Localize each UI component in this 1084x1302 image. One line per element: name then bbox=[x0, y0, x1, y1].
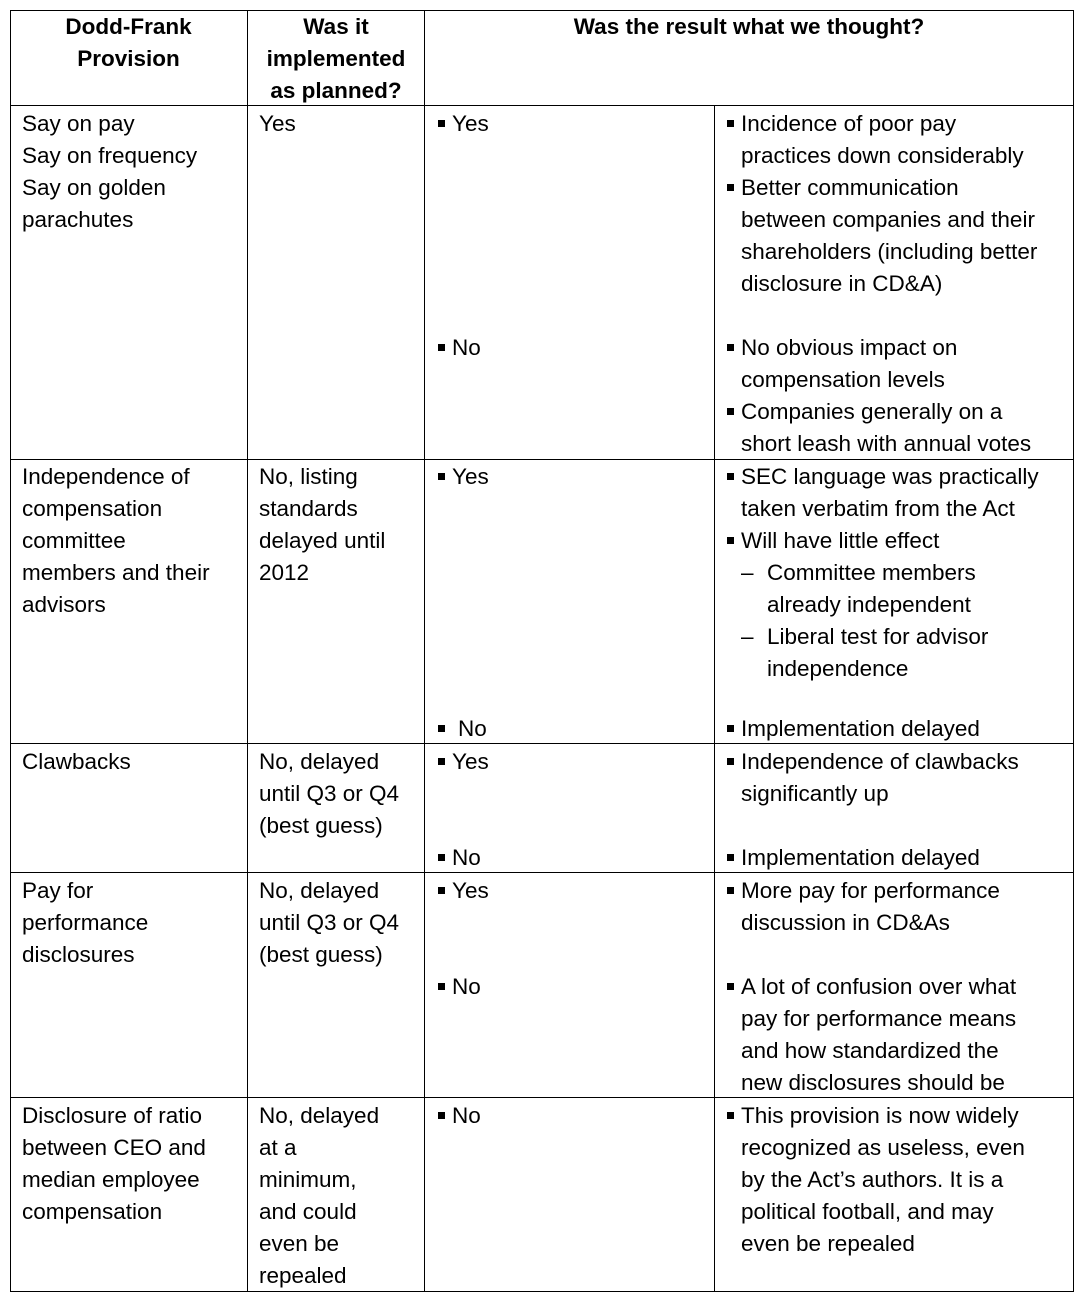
no-points: This provision is now widely recognized as useless, even by the Act’s authors. It is a political football, and may even be repealed bbox=[727, 1100, 1072, 1260]
table-border-bottom bbox=[10, 1291, 1074, 1292]
bullet-point: Implementation delayed bbox=[727, 713, 1072, 745]
column-divider bbox=[424, 10, 425, 1292]
no-points: A lot of confusion over what pay for performance means and how standardized the new disclosures should be bbox=[727, 971, 1072, 1099]
bullet-point: Incidence of poor pay bbox=[727, 108, 1072, 140]
row-clawbacks-implemented: No, delayed until Q3 or Q4 (best guess) bbox=[259, 749, 400, 838]
sub-point: – Liberal test for advisor bbox=[727, 621, 1072, 653]
row-ceo-pay-ratio-implemented: No, delayed at a minimum, and could even be repealed bbox=[259, 1103, 380, 1288]
row-independence-implemented: No, listing standards delayed until 2012 bbox=[259, 464, 386, 585]
bullet-point: Will have little effect bbox=[727, 525, 1072, 557]
yes-points: SEC language was practically taken verbatim from the Act Will have little effect – Committee members already independent – Liberal test for advisor independence bbox=[727, 461, 1072, 685]
column-divider bbox=[247, 10, 248, 1292]
no-label: No bbox=[438, 842, 481, 874]
bullet-point: SEC language was practically bbox=[727, 461, 1072, 493]
table-border-right bbox=[1073, 10, 1074, 1292]
sub-point: – Committee members bbox=[727, 557, 1072, 589]
bullet-point: Companies generally on a bbox=[727, 396, 1072, 428]
bullet-point: Implementation delayed bbox=[727, 842, 1072, 874]
yes-label: Yes bbox=[438, 461, 489, 493]
no-label: No bbox=[438, 713, 487, 745]
table-border-left bbox=[10, 10, 11, 1292]
no-points bbox=[727, 842, 1072, 874]
header-provision: Dodd-Frank Provision bbox=[65, 14, 192, 71]
yes-label: Yes bbox=[438, 746, 489, 778]
row-say-on-pay-provision: Say on pay Say on frequency Say on golden parachutes bbox=[22, 111, 198, 232]
bullet-point: This provision is now widely bbox=[727, 1100, 1072, 1132]
no-label: No bbox=[438, 332, 481, 364]
no-label: No bbox=[438, 1100, 481, 1132]
yes-points: Incidence of poor pay practices down considerably Better communication between companies and their shareholders (including better disclosure in CD&A) bbox=[727, 108, 1072, 300]
bullet-point: Independence of clawbacks bbox=[727, 746, 1072, 778]
row-divider bbox=[10, 105, 1074, 106]
bullet-point: A lot of confusion over what bbox=[727, 971, 1072, 1003]
no-points: No obvious impact on compensation levels Companies generally on a short leash with annual votes bbox=[727, 332, 1072, 460]
row-clawbacks-provision: Clawbacks bbox=[22, 749, 131, 774]
header-implemented: Was it implemented as planned? bbox=[266, 14, 406, 103]
bullet-point: More pay for performance bbox=[727, 875, 1072, 907]
row-ceo-pay-ratio-provision: Disclosure of ratio between CEO and median employee compensation bbox=[22, 1103, 206, 1224]
column-divider bbox=[714, 105, 715, 1292]
bullet-point: No obvious impact on bbox=[727, 332, 1072, 364]
no-points bbox=[727, 713, 1072, 745]
dodd-frank-table bbox=[10, 10, 1074, 1292]
yes-label: Yes bbox=[438, 108, 489, 140]
yes-points: More pay for performance discussion in CD&As bbox=[727, 875, 1072, 939]
yes-label: Yes bbox=[438, 875, 489, 907]
no-label: No bbox=[438, 971, 481, 1003]
row-pay-for-performance-provision: Pay for performance disclosures bbox=[22, 878, 149, 967]
row-independence-provision: Independence of compensation committee members and their advisors bbox=[22, 464, 210, 617]
header-result: Was the result what we thought? bbox=[573, 14, 925, 39]
row-say-on-pay-implemented: Yes bbox=[259, 111, 296, 136]
bullet-point: Better communication bbox=[727, 172, 1072, 204]
row-pay-for-performance-implemented: No, delayed until Q3 or Q4 (best guess) bbox=[259, 878, 400, 967]
yes-points: Independence of clawbacks significantly up bbox=[727, 746, 1072, 810]
